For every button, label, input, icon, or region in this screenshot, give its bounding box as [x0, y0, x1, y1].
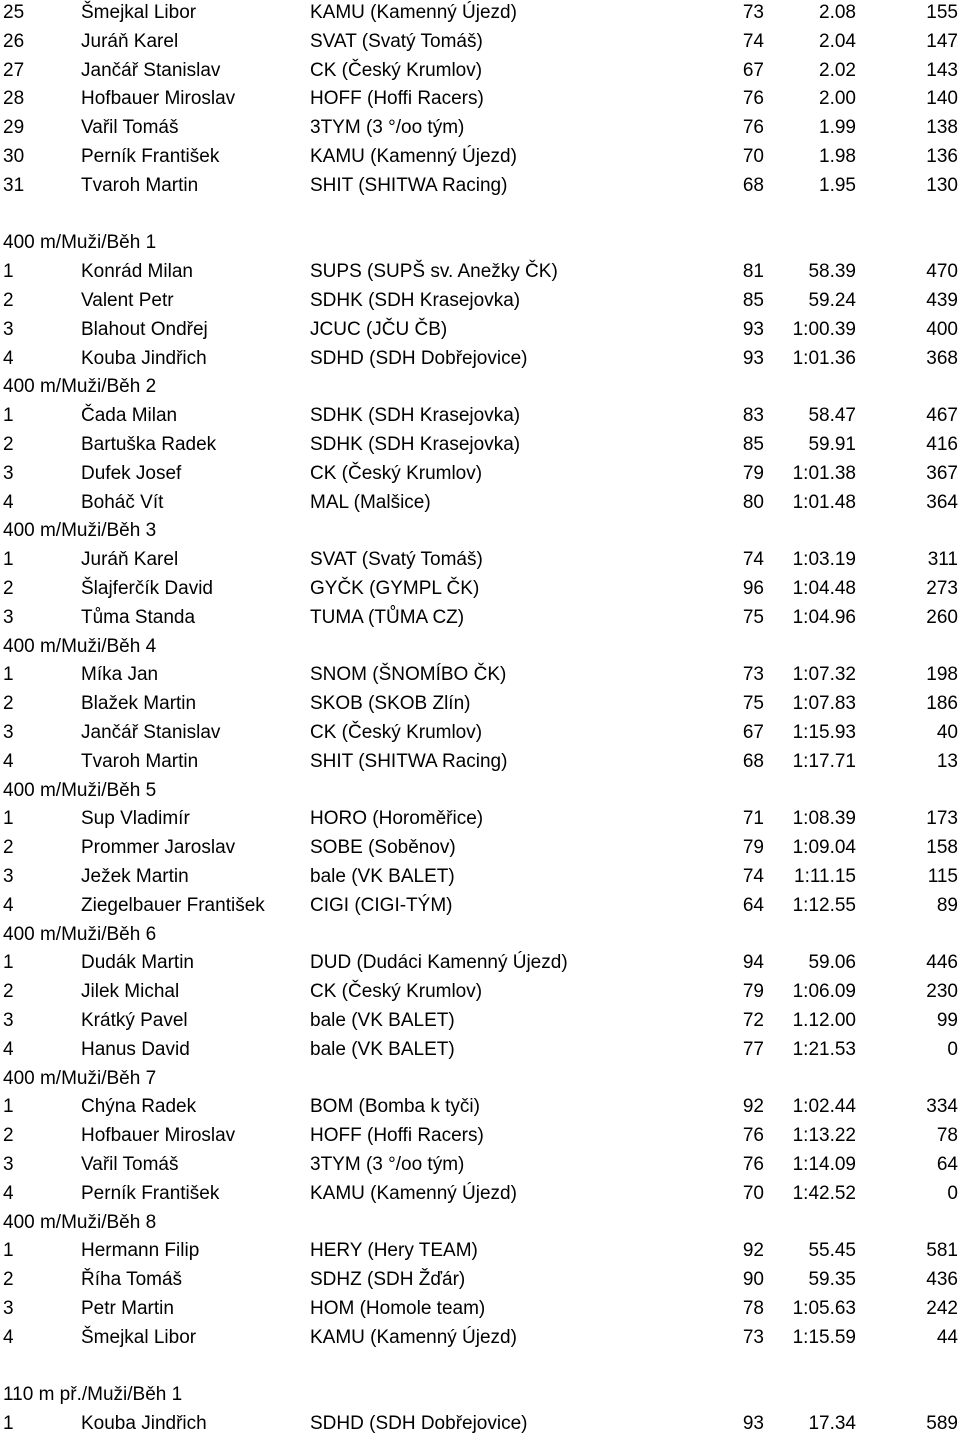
points: 13 [936, 750, 958, 772]
table-row [0, 1409, 960, 1438]
result-time: 1:17.71 [792, 750, 856, 772]
table-row [0, 545, 960, 574]
club: CIGI (CIGI-TÝM) [310, 894, 453, 916]
section-header [0, 920, 960, 949]
points: 173 [926, 808, 958, 830]
result-time: 1.12.00 [792, 1010, 856, 1031]
points: 467 [926, 405, 958, 427]
birth-year: 64 [742, 894, 764, 916]
points: 0 [947, 1038, 958, 1060]
rank: 3 [3, 722, 14, 743]
birth-year: 96 [742, 578, 764, 599]
section-header [0, 372, 960, 401]
club: SUPS (SUPŠ sv. Anežky ČK) [310, 261, 558, 283]
section-title: 400 m/Muži/Běh 6 [3, 923, 157, 945]
athlete-name: Vařil Tomáš [81, 117, 179, 139]
birth-year: 74 [742, 549, 764, 571]
birth-year: 81 [742, 261, 764, 283]
rank: 4 [3, 1038, 14, 1060]
athlete-name: Kouba Jindřich [81, 347, 207, 369]
table-row [0, 142, 960, 171]
birth-year: 73 [742, 664, 764, 686]
club: HERY (Hery TEAM) [310, 1240, 478, 1262]
table-row [0, 1006, 960, 1035]
birth-year: 76 [742, 117, 764, 139]
result-time: 59.35 [808, 1269, 856, 1291]
club: KAMU (Kamenný Újezd) [310, 146, 517, 167]
result-time: 1:06.09 [792, 981, 856, 1003]
rank: 3 [3, 1298, 14, 1319]
section-title: 400 m/Muži/Běh 7 [3, 1067, 157, 1089]
birth-year: 79 [742, 981, 764, 1003]
table-row [0, 488, 960, 517]
rank: 2 [3, 837, 14, 859]
points: 115 [927, 866, 958, 887]
birth-year: 79 [742, 462, 764, 484]
result-time: 2.02 [819, 59, 856, 81]
club: SVAT (Svatý Tomáš) [310, 549, 483, 571]
section-header [0, 1208, 960, 1237]
athlete-name: Juráň Karel [81, 549, 179, 571]
athlete-name: Šlajferčík David [81, 578, 213, 599]
athlete-name: Perník František [81, 146, 220, 167]
birth-year: 72 [742, 1010, 764, 1031]
points: 40 [936, 722, 958, 743]
result-time: 1:04.48 [792, 578, 856, 599]
rank: 1 [3, 1240, 14, 1262]
club: SDHD (SDH Dobřejovice) [310, 1413, 528, 1435]
result-time: 2.04 [819, 30, 856, 52]
points: 89 [936, 894, 958, 916]
rank: 3 [3, 866, 14, 887]
result-time: 1:11.15 [794, 866, 856, 887]
points: 130 [926, 174, 958, 196]
result-time: 59.91 [808, 434, 856, 455]
club: DUD (Dudáci Kamenný Újezd) [310, 952, 568, 974]
points: 198 [926, 664, 958, 686]
birth-year: 67 [742, 59, 764, 81]
result-time: 1:01.48 [792, 491, 856, 513]
table-row [0, 1179, 960, 1208]
club: KAMU (Kamenný Újezd) [310, 1182, 517, 1204]
result-time: 1:07.83 [792, 693, 856, 715]
birth-year: 90 [742, 1269, 764, 1291]
result-time: 1:04.96 [792, 606, 856, 628]
result-time: 1:01.38 [792, 462, 856, 484]
result-time: 2.08 [819, 2, 856, 23]
athlete-name: Míka Jan [81, 664, 159, 686]
rank: 4 [3, 491, 14, 513]
table-row [0, 862, 960, 891]
athlete-name: Blažek Martin [81, 693, 197, 715]
club: SNOM (ŠNOMÍBO ČK) [310, 664, 507, 686]
athlete-name: Blahout Ondřej [81, 318, 208, 340]
points: 155 [926, 2, 958, 23]
birth-year: 76 [742, 1125, 764, 1147]
section-title: 400 m/Muži/Běh 1 [3, 232, 157, 254]
athlete-name: Jilek Michal [81, 981, 180, 1003]
points: 436 [926, 1269, 958, 1291]
table-row [0, 1294, 960, 1323]
athlete-name: Ziegelbauer František [81, 894, 265, 916]
rank: 4 [3, 347, 14, 369]
points: 230 [926, 981, 958, 1003]
points: 140 [926, 88, 958, 110]
points: 581 [926, 1240, 958, 1262]
points: 311 [927, 549, 958, 571]
table-row [0, 286, 960, 315]
club: TUMA (TŮMA CZ) [310, 606, 465, 628]
table-row [0, 344, 960, 373]
table-row [0, 459, 960, 488]
club: MAL (Malšice) [310, 491, 431, 513]
birth-year: 76 [742, 1154, 764, 1175]
result-time: 58.39 [808, 261, 856, 283]
result-time: 1:01.36 [792, 347, 856, 369]
result-time: 1:15.93 [792, 722, 856, 743]
athlete-name: Jančář Stanislav [81, 722, 221, 743]
points: 147 [926, 30, 958, 52]
birth-year: 93 [742, 347, 764, 369]
athlete-name: Konrád Milan [81, 261, 193, 283]
rank: 28 [3, 88, 25, 110]
table-row [0, 833, 960, 862]
result-time: 1.98 [819, 146, 856, 167]
athlete-name: Tvaroh Martin [81, 750, 199, 772]
result-time: 55.45 [808, 1240, 856, 1262]
rank: 2 [3, 1269, 14, 1291]
club: HORO (Horoměřice) [310, 808, 484, 830]
points: 242 [926, 1298, 958, 1319]
athlete-name: Boháč Vít [81, 491, 164, 513]
rank: 1 [3, 664, 14, 686]
athlete-name: Krátký Pavel [81, 1010, 188, 1031]
table-row [0, 948, 960, 977]
birth-year: 92 [742, 1096, 764, 1118]
rank: 3 [3, 1010, 14, 1031]
athlete-name: Chýna Radek [81, 1096, 197, 1118]
section-title: 400 m/Muži/Běh 8 [3, 1211, 157, 1233]
club: CK (Český Krumlov) [310, 981, 483, 1003]
points: 416 [926, 434, 958, 455]
rank: 2 [3, 434, 14, 455]
club: SDHK (SDH Krasejovka) [310, 405, 521, 427]
table-row [0, 603, 960, 632]
birth-year: 73 [742, 1326, 764, 1348]
athlete-name: Hofbauer Miroslav [81, 88, 236, 110]
club: HOFF (Hoffi Racers) [310, 1125, 484, 1147]
rank: 29 [3, 117, 25, 139]
athlete-name: Bartuška Radek [81, 434, 217, 455]
rank: 2 [3, 981, 14, 1003]
table-row [0, 84, 960, 113]
section-title: 110 m př./Muži/Běh 1 [3, 1384, 183, 1406]
athlete-name: Petr Martin [81, 1298, 174, 1319]
rank: 3 [3, 1154, 14, 1175]
athlete-name: Hermann Filip [81, 1240, 200, 1262]
table-row [0, 257, 960, 286]
rank: 2 [3, 693, 14, 715]
rank: 4 [3, 894, 14, 916]
result-time: 1:15.59 [792, 1326, 856, 1348]
rank: 1 [3, 808, 14, 830]
rank: 25 [3, 2, 25, 23]
club: SKOB (SKOB Zlín) [310, 693, 471, 715]
birth-year: 70 [742, 1182, 764, 1204]
points: 0 [947, 1182, 958, 1204]
table-row [0, 1121, 960, 1150]
table-row [0, 689, 960, 718]
rank: 1 [3, 1096, 14, 1118]
rank: 27 [3, 59, 25, 81]
table-row [0, 804, 960, 833]
birth-year: 79 [742, 837, 764, 859]
birth-year: 92 [742, 1240, 764, 1262]
club: SHIT (SHITWA Racing) [310, 174, 508, 196]
table-row [0, 1265, 960, 1294]
rank: 1 [3, 952, 14, 974]
points: 368 [926, 347, 958, 369]
points: 589 [926, 1413, 958, 1435]
rank: 31 [3, 174, 25, 196]
rank: 1 [3, 1413, 14, 1435]
club: bale (VK BALET) [310, 1010, 455, 1031]
rank: 4 [3, 750, 14, 772]
result-time: 1:14.09 [792, 1154, 856, 1175]
rank: 2 [3, 290, 14, 311]
points: 364 [926, 491, 958, 513]
rank: 2 [3, 578, 14, 599]
club: SVAT (Svatý Tomáš) [310, 30, 483, 52]
result-time: 1:00.39 [792, 318, 856, 340]
table-row [0, 113, 960, 142]
club: CK (Český Krumlov) [310, 59, 483, 81]
result-time: 1:13.22 [792, 1125, 856, 1147]
table-row [0, 660, 960, 689]
birth-year: 73 [742, 2, 764, 23]
result-time: 1:42.52 [792, 1182, 856, 1204]
athlete-name: Dufek Josef [81, 462, 182, 484]
table-row [0, 56, 960, 85]
points: 99 [936, 1010, 958, 1031]
club: KAMU (Kamenný Újezd) [310, 1326, 517, 1348]
result-time: 1:02.44 [792, 1096, 856, 1118]
athlete-name: Valent Petr [81, 290, 174, 311]
athlete-name: Hofbauer Miroslav [81, 1125, 236, 1147]
points: 138 [926, 117, 958, 139]
club: SDHD (SDH Dobřejovice) [310, 347, 528, 369]
club: SDHZ (SDH Žďár) [310, 1269, 466, 1291]
club: bale (VK BALET) [310, 1038, 455, 1060]
section-header [0, 776, 960, 805]
birth-year: 75 [742, 606, 764, 628]
birth-year: 76 [742, 88, 764, 110]
section-header [0, 228, 960, 257]
points: 136 [926, 146, 958, 167]
result-time: 1:07.32 [792, 664, 856, 686]
rank: 2 [3, 1125, 14, 1147]
birth-year: 85 [742, 434, 764, 455]
rank: 4 [3, 1326, 14, 1348]
table-row [0, 747, 960, 776]
table-row [0, 1092, 960, 1121]
result-time: 2.00 [819, 88, 856, 110]
birth-year: 74 [742, 30, 764, 52]
points: 367 [926, 462, 958, 484]
table-row [0, 27, 960, 56]
result-time: 59.06 [808, 952, 856, 974]
points: 158 [926, 837, 958, 859]
birth-year: 93 [742, 318, 764, 340]
rank: 26 [3, 30, 25, 52]
club: HOM (Homole team) [310, 1298, 486, 1319]
table-row [0, 401, 960, 430]
points: 44 [936, 1326, 958, 1348]
points: 439 [926, 290, 958, 311]
rank: 4 [3, 1182, 14, 1204]
table-row [0, 891, 960, 920]
rank: 30 [3, 146, 25, 167]
table-row [0, 1323, 960, 1352]
result-time: 59.24 [808, 290, 856, 311]
table-row [0, 1150, 960, 1179]
athlete-name: Tvaroh Martin [81, 174, 199, 196]
athlete-name: Šmejkal Libor [81, 2, 197, 23]
athlete-name: Sup Vladimír [81, 808, 190, 830]
athlete-name: Juráň Karel [81, 30, 179, 52]
points: 334 [926, 1096, 958, 1118]
birth-year: 83 [742, 405, 764, 427]
athlete-name: Ježek Martin [81, 866, 189, 887]
club: BOM (Bomba k tyči) [310, 1096, 480, 1118]
rank: 3 [3, 462, 14, 484]
section-header [0, 516, 960, 545]
result-time: 1:05.63 [792, 1298, 856, 1319]
athlete-name: Hanus David [81, 1038, 190, 1060]
section-title: 400 m/Muži/Běh 2 [3, 376, 157, 398]
points: 186 [926, 693, 958, 715]
athlete-name: Tůma Standa [81, 606, 196, 628]
club: HOFF (Hoffi Racers) [310, 88, 484, 110]
club: SDHK (SDH Krasejovka) [310, 434, 521, 455]
birth-year: 68 [742, 750, 764, 772]
club: KAMU (Kamenný Újezd) [310, 2, 517, 23]
result-time: 1.95 [819, 174, 856, 196]
athlete-name: Říha Tomáš [81, 1269, 183, 1291]
club: bale (VK BALET) [310, 866, 455, 887]
club: 3TYM (3 °/oo tým) [310, 117, 465, 139]
section-title: 400 m/Muži/Běh 5 [3, 779, 157, 801]
table-row [0, 977, 960, 1006]
table-row [0, 718, 960, 747]
club: CK (Český Krumlov) [310, 462, 483, 484]
birth-year: 67 [742, 722, 764, 743]
club: 3TYM (3 °/oo tým) [310, 1154, 465, 1175]
result-time: 17.34 [808, 1413, 856, 1435]
table-row [0, 1236, 960, 1265]
club: JCUC (JČU ČB) [310, 318, 448, 340]
birth-year: 94 [742, 952, 764, 974]
birth-year: 71 [742, 808, 764, 830]
birth-year: 70 [742, 146, 764, 167]
birth-year: 80 [742, 491, 764, 513]
result-time: 1:09.04 [792, 837, 856, 859]
athlete-name: Perník František [81, 1182, 220, 1204]
birth-year: 74 [742, 866, 764, 887]
athlete-name: Jančář Stanislav [81, 59, 221, 81]
points: 260 [926, 606, 958, 628]
club: SDHK (SDH Krasejovka) [310, 290, 521, 311]
result-time: 1:12.55 [792, 894, 856, 916]
club: GYČK (GYMPL ČK) [310, 578, 480, 599]
birth-year: 78 [742, 1298, 764, 1319]
result-time: 58.47 [808, 405, 856, 427]
section-header [0, 1064, 960, 1093]
result-time: 1:21.53 [792, 1038, 856, 1060]
club: SHIT (SHITWA Racing) [310, 750, 508, 772]
points: 143 [926, 59, 958, 81]
result-time: 1:08.39 [792, 808, 856, 830]
rank: 1 [3, 261, 14, 283]
table-row [0, 171, 960, 200]
birth-year: 75 [742, 693, 764, 715]
rank: 1 [3, 405, 14, 427]
athlete-name: Vařil Tomáš [81, 1154, 179, 1175]
table-row [0, 1035, 960, 1064]
points: 400 [926, 318, 958, 340]
table-row [0, 430, 960, 459]
section-header [0, 632, 960, 661]
birth-year: 77 [742, 1038, 764, 1060]
points: 470 [926, 261, 958, 283]
result-time: 1:03.19 [792, 549, 856, 571]
points: 78 [936, 1125, 958, 1147]
club: SOBE (Soběnov) [310, 837, 456, 859]
rank: 1 [3, 549, 14, 571]
athlete-name: Dudák Martin [81, 952, 194, 974]
table-row [0, 574, 960, 603]
athlete-name: Čada Milan [81, 405, 178, 427]
table-row [0, 0, 960, 27]
birth-year: 85 [742, 290, 764, 311]
points: 446 [926, 952, 958, 974]
athlete-name: Šmejkal Libor [81, 1326, 197, 1348]
section-header [0, 1380, 960, 1409]
section-title: 400 m/Muži/Běh 4 [3, 635, 157, 657]
birth-year: 68 [742, 174, 764, 196]
athlete-name: Prommer Jaroslav [81, 837, 236, 859]
result-time: 1.99 [819, 117, 856, 139]
rank: 3 [3, 318, 14, 340]
athlete-name: Kouba Jindřich [81, 1413, 207, 1435]
table-row [0, 315, 960, 344]
section-title: 400 m/Muži/Běh 3 [3, 520, 157, 542]
points: 64 [936, 1154, 958, 1175]
club: CK (Český Krumlov) [310, 722, 483, 743]
rank: 3 [3, 606, 14, 628]
points: 273 [926, 578, 958, 599]
birth-year: 93 [742, 1413, 764, 1435]
